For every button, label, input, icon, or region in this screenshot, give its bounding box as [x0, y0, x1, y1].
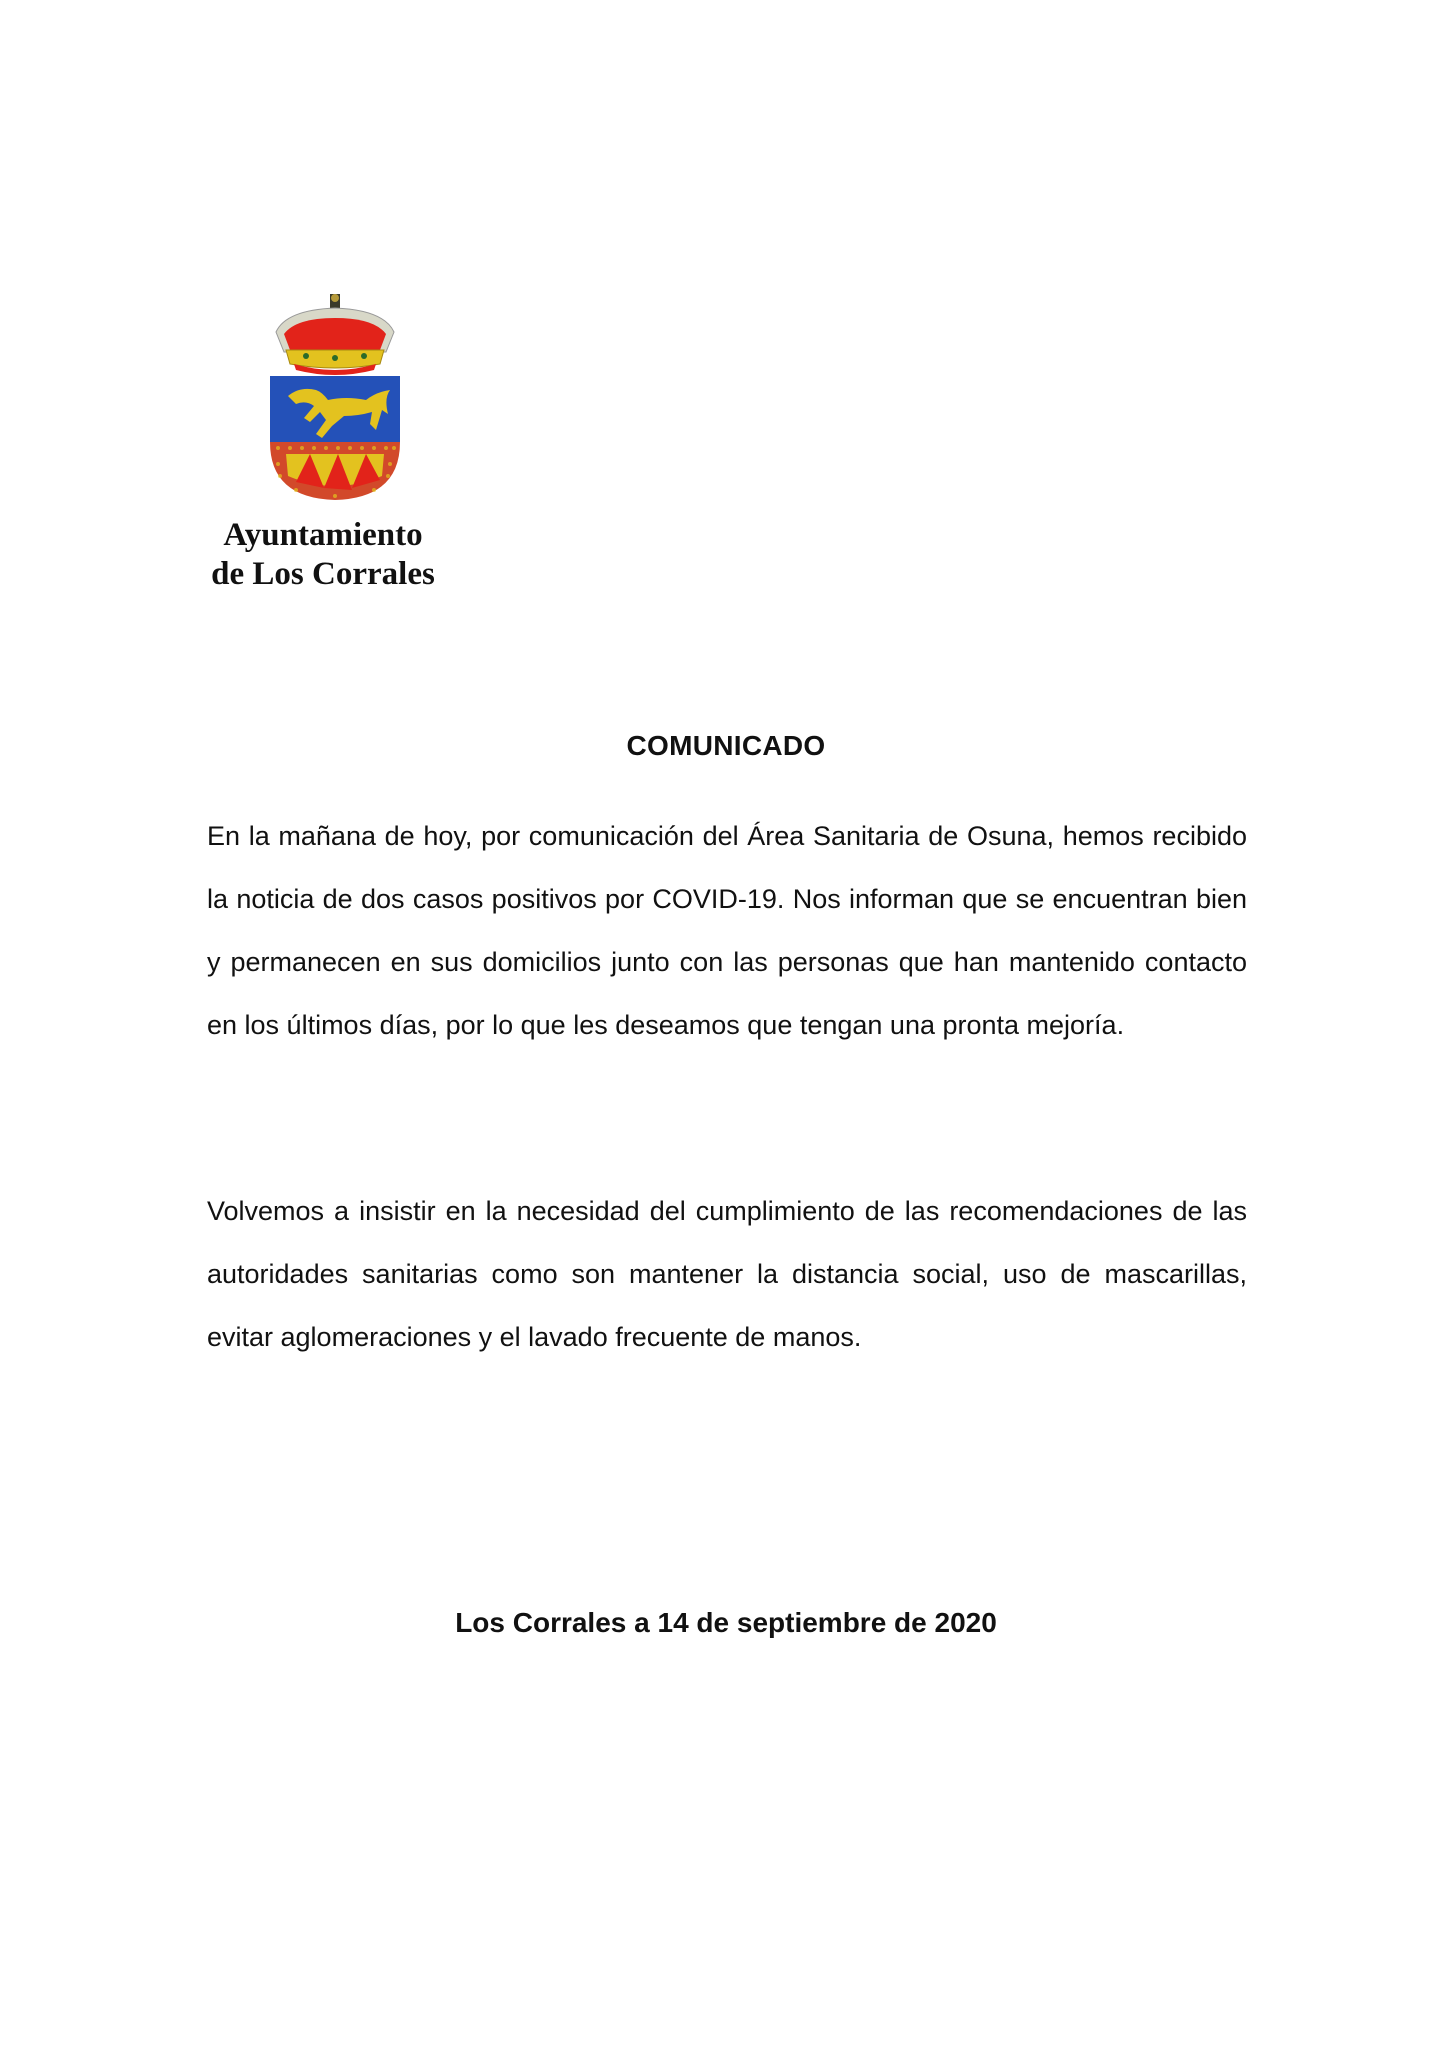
coat-of-arms-icon	[266, 292, 404, 502]
document-title: COMUNICADO	[626, 730, 826, 761]
paragraph-2: Volvemos a insistir en la necesidad del cumplimiento de las recomendaciones de las autoridades sanitarias como son mantener la distancia social, uso de mascarillas, evitar aglomeraciones y el lavado frecuente de manos.	[207, 1196, 1247, 1352]
crown-icon	[276, 294, 394, 375]
org-line-1: Ayuntamiento	[223, 517, 423, 553]
organization-name	[183, 516, 463, 594]
shield-icon	[270, 376, 400, 500]
date-line: Los Corrales a 14 de septiembre de 2020	[455, 1607, 997, 1638]
org-line-2: de Los Corrales	[211, 556, 435, 592]
paragraph-1: En la mañana de hoy, por comunicación del Área Sanitaria de Osuna, hemos recibido la noticia de dos casos positivos por COVID-19. Nos informan que se encuentran bien y permanecen en sus domicilios junto con las personas que han mantenido contacto en los últimos días, por lo que les deseamos que tengan una pronta mejoría.	[207, 821, 1247, 1040]
